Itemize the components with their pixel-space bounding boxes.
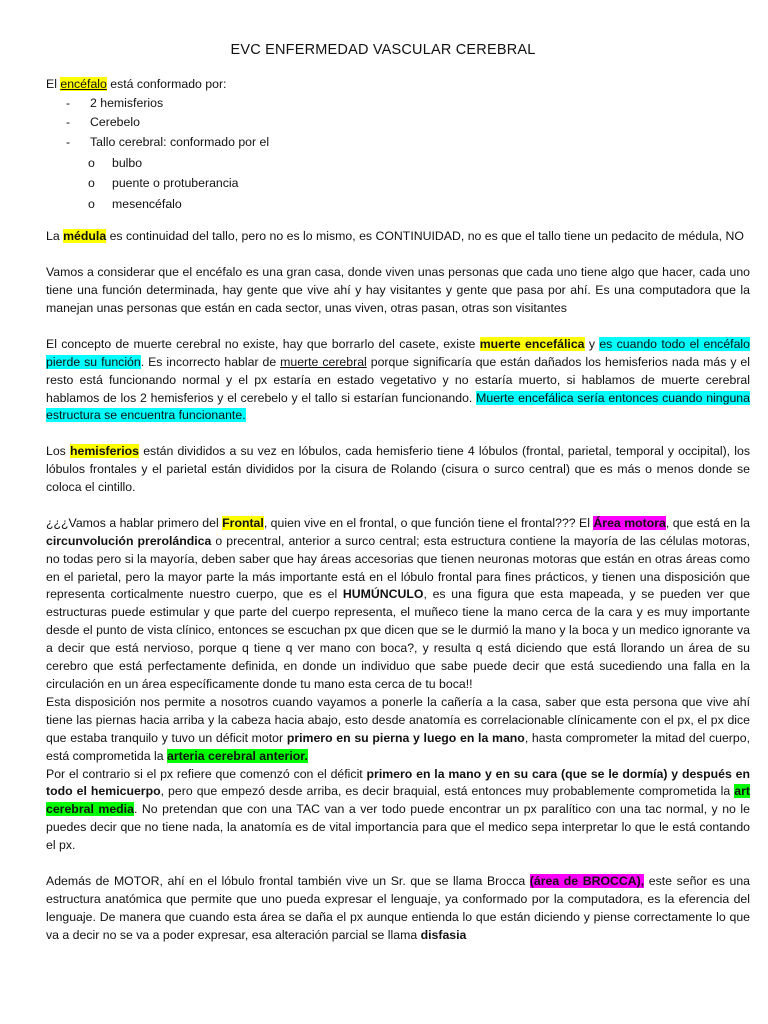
keyword-encefalo: encéfalo <box>60 76 107 91</box>
spacer <box>46 246 750 264</box>
text-run: , es una figura que esta mapeada, y se pueden ver que estructuras puede estimular y que parte del cuerpo representa, el muñeco tiene la mano cerca de la cara y es muy importante desde el punto de vista clínico, entonces se escuchan px que dicen que se le durmió la mano y la boca y un medico ignorante va a decir que está nervioso, porque q tiene q ver mano con boca?, y resulta q está diciendo que está llorando un área de su cerebro que está perfectamente definida, en donde un individuo que sabe puede decir que está sucediendo una falla en la circulación en un área específicamente donde tu mano esta cerca de tu boca!! <box>46 587 751 691</box>
document-title: EVC ENFERMEDAD VASCULAR CEREBRAL <box>230 42 536 58</box>
sublist-item-label: puente o protuberancia <box>112 176 239 191</box>
keyword-homunculo: HUMÚNCULO <box>342 587 424 602</box>
dash-marker: - <box>66 95 71 110</box>
keyword-medula: médula <box>63 229 107 244</box>
text-run: , hasta comprometer la mitad del cuerpo, está comprometida la <box>46 730 750 763</box>
keyword-muerte-encefalica: muerte encefálica <box>479 336 585 351</box>
spacer <box>46 425 750 443</box>
text-run: es continuidad del tallo, pero no es lo mismo, es CONTINUIDAD, no es que el tallo tiene un pedacito de médula, NO <box>106 229 744 244</box>
sublist-item-label: mesencéfalo <box>112 196 182 211</box>
list-item <box>46 133 750 153</box>
text-run: este señor es una estructura anatómica que permite que uno pueda expresar el lenguaje, ya conformado por la computadora, es la eferencia del lenguaje. De manera que cuando esta área se daña el px aunque entienda lo que están diciendo y piense correctamente lo que va a decir no se va a poder expresar, esa alteración parcial se llama <box>46 873 750 942</box>
text-run: y <box>584 336 600 351</box>
dash-marker: - <box>66 115 71 130</box>
paragraph-frontal <box>46 515 750 694</box>
text-run: . Es incorrecto hablar de <box>140 354 281 369</box>
keyword-arteria-anterior: arteria cerebral anterior. <box>166 748 308 763</box>
keyword-muerte-cerebral: muerte cerebral <box>280 354 367 369</box>
spacer <box>46 855 750 873</box>
text-run: , pero que empezó desde arriba, es decir braquial, está entonces muy probablemente comprometida la <box>160 784 735 799</box>
intro-suffix: está conformado por: <box>106 76 227 91</box>
keyword-hemisferios: hemisferios <box>70 444 140 459</box>
text-run: Además de MOTOR, ahí en el lóbulo frontal también vive un Sr. que se llama Brocca <box>46 873 530 888</box>
keyword-arteria-media: art cerebral media <box>46 784 750 817</box>
text-run: Esta disposición nos permite a nosotros cuando vayamos a ponerle la cañería a la casa, saber que esta persona que vive ahí tiene las piernas hacia arriba y la cabeza hacia abajo, esto desde anatomía es correlacionable clínicamente con el px, el px dice que estaba tranquilo y tuvo un déficit motor <box>46 694 750 745</box>
circle-marker: o <box>88 196 95 211</box>
list-item-label: Tallo cerebral: conformado por el <box>90 135 270 149</box>
highlight-muerte-encefalica-def: Muerte encefálica sería entonces cuando ninguna estructura se encuentra funcionante. <box>46 390 750 423</box>
text-run: Por el contrario si el px refiere que comenzó con el déficit <box>46 766 367 781</box>
text-run: están divididos a su vez en lóbulos, cada hemisferio tiene 4 lóbulos (frontal, parietal, temporal y occipital), los lóbulos frontales y el parietal están divididos por la cisura de Rolando (cisura o surco central) que es más o menos donde se coloca el cintillo. <box>46 444 750 495</box>
keyword-pierna-mano: primero en su pierna y luego en la mano <box>286 730 525 745</box>
dash-marker: - <box>66 135 71 149</box>
list-item-label: 2 hemisferios <box>90 95 164 110</box>
paragraph-disposicion <box>46 694 750 766</box>
circle-marker: o <box>88 155 95 170</box>
text-run: . No pretendan que con una TAC van a ver todo puede encontrar un px paralítico con una tac normal, y no le puedes decir que no tiene nada, la anatomía es de vital importancia para que el medico sepa interpretar lo que le está contando el px. <box>46 802 750 853</box>
structure-list <box>46 94 750 153</box>
text-run: La <box>46 229 64 244</box>
keyword-disfasia: disfasia <box>420 927 467 942</box>
keyword-circunvolucion: circunvolución prerolándica <box>46 533 212 548</box>
text-run: Los <box>46 444 70 459</box>
text-run: El concepto de muerte cerebral no existe, hay que borrarlo del casete, existe <box>46 336 480 351</box>
paragraph-contrario <box>46 766 750 856</box>
paragraph-brocca <box>46 873 750 945</box>
tallo-sublist <box>46 153 750 215</box>
text-run: o precentral, anterior a surco central; esta estructura contiene la mayoría de las células motoras, no todas pero si la mayoría, deben saber que hay áreas accesorias que tienen neuronas motoras que están en otras áreas como en el parietal, pero la mayor parte la más importante está en el lóbulo frontal para fines prácticos, y tienen una disposición que representa corticalmente nuestro cuerpo, que es el <box>46 533 750 602</box>
keyword-area-brocca: (área de BROCCA), <box>529 873 645 888</box>
paragraph-hemisferios <box>46 443 750 497</box>
text-run: , quien vive en el frontal, o que función tiene el frontal??? El <box>263 515 594 530</box>
paragraph-casa: Vamos a considerar que el encéfalo es una gran casa, donde viven unas personas que cada uno tiene algo que hacer, cada uno tiene una función determinada, hay gente que vive ahí y hay visitantes y gente que pasa por ahí. Es una computadora que la manejan unas personas que están en cada sector, unas viven, otras pasan, otras son visitantes <box>46 265 750 315</box>
sublist-item <box>46 153 750 174</box>
list-item <box>46 94 750 114</box>
text-run: , que está en la <box>665 515 750 530</box>
paragraph-muerte <box>46 336 750 426</box>
paragraph-medula <box>46 228 750 246</box>
list-item <box>46 113 750 133</box>
intro-prefix: El <box>46 76 61 91</box>
highlight-encefalo-funcion: es cuando todo el encéfalo pierde su función <box>46 336 750 369</box>
sublist-item-label: bulbo <box>112 155 143 170</box>
sublist-item <box>46 173 750 194</box>
keyword-frontal: Frontal <box>222 515 264 530</box>
list-item-label: Cerebelo <box>90 115 140 130</box>
intro-line <box>46 76 750 94</box>
spacer <box>46 497 750 515</box>
keyword-mano-cara: primero en la mano y en su cara (que se le dormía) y después en todo el hemicuerpo <box>46 766 750 799</box>
sublist-item <box>46 194 750 215</box>
spacer <box>46 318 750 336</box>
text-run: porque significaría que están dañados los hemisferios nada más y el resto está funcionando normal y el px estaría en estado vegetativo y no estaría muerto, si hablamos de muerte cerebral hablamos de los 2 hemisferios y el cerebelo y el tallo si estarían funcionando. <box>46 354 751 405</box>
spacer <box>46 214 750 228</box>
circle-marker: o <box>88 176 95 191</box>
text-run: ¿¿¿Vamos a hablar primero del <box>46 515 223 530</box>
keyword-area-motora: Área motora <box>593 515 666 530</box>
